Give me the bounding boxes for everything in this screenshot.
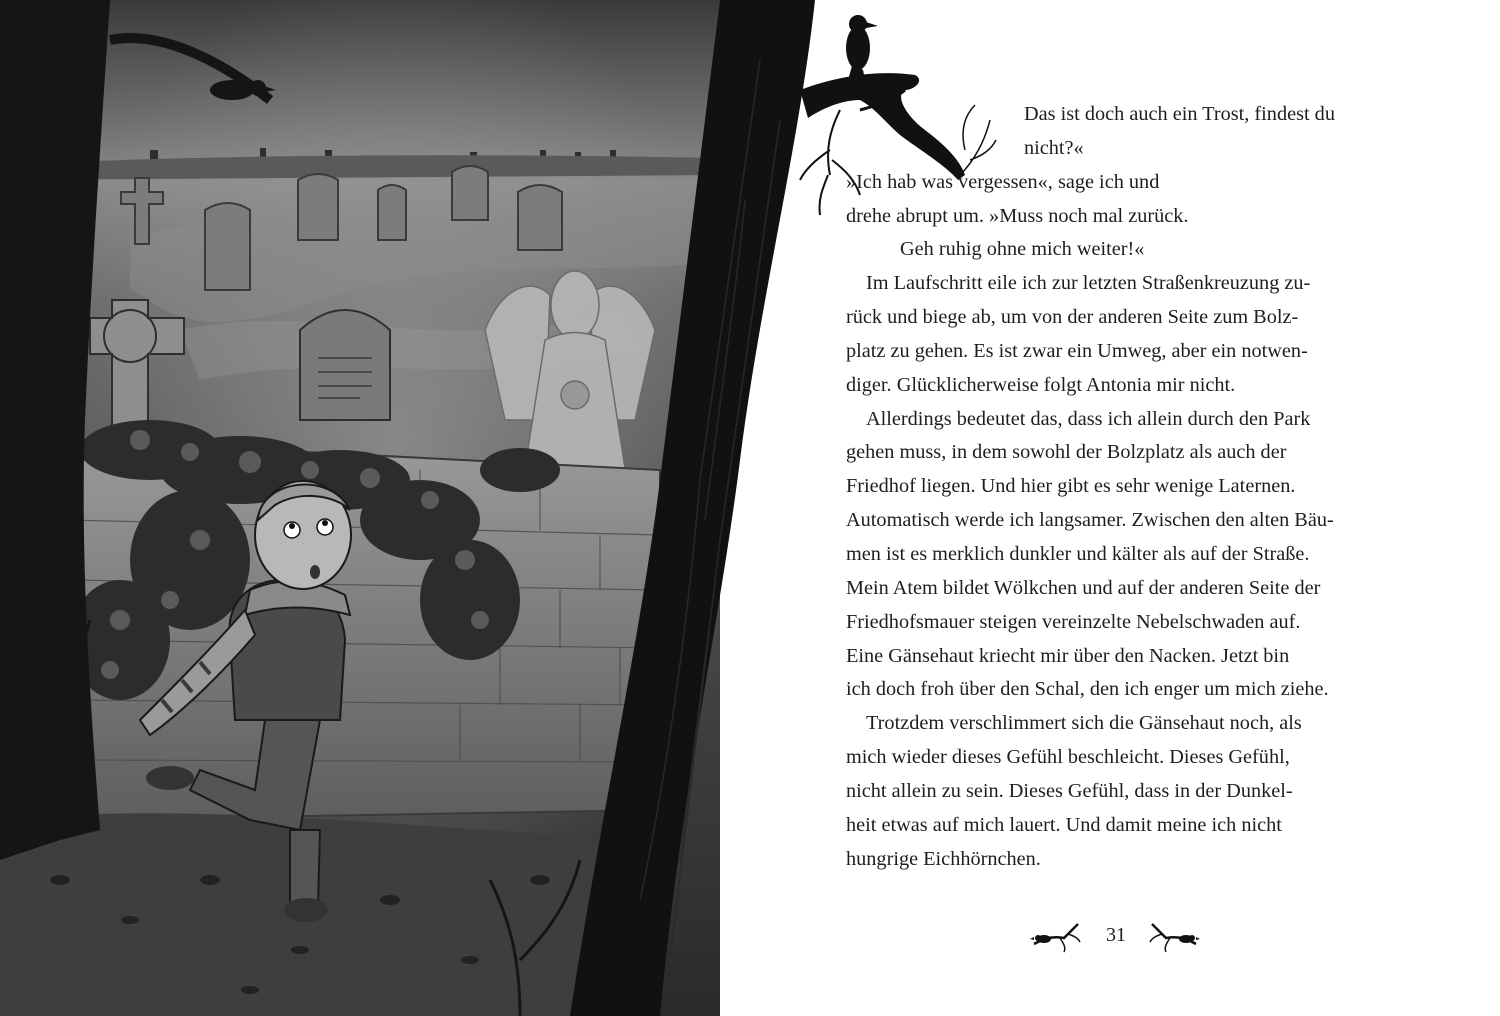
text-line: rück und biege ab, um von der anderen Seite zum Bolz- (846, 306, 1299, 329)
crow-ornament-icon (1148, 918, 1200, 954)
text-line: nicht allein zu sein. Dieses Gefühl, dass in der Dunkel- (846, 779, 1293, 802)
text-line: drehe abrupt um. »Muss noch mal zurück. (846, 204, 1189, 227)
text-line: mich wieder dieses Gefühl beschleicht. Dieses Gefühl, (846, 746, 1290, 769)
text-line: diger. Glücklicherweise folgt Antonia mir nicht. (846, 373, 1236, 396)
text-line: Trotzdem verschlimmert sich die Gänsehaut noch, als (866, 712, 1302, 735)
text-line: Im Laufschritt eile ich zur letzten Straßenkreuzung zu- (866, 272, 1311, 295)
text-line: Mein Atem bildet Wölkchen und auf der anderen Seite der (846, 576, 1321, 599)
text-line: »Ich hab was vergessen«, sage ich und (846, 170, 1160, 193)
text-line: nicht?« (1024, 136, 1084, 159)
text-line: platz zu gehen. Es ist zwar ein Umweg, aber ein notwen- (846, 339, 1308, 362)
text-line: Eine Gänsehaut kriecht mir über den Nacken. Jetzt bin (846, 644, 1290, 667)
text-line: hungrige Eichhörnchen. (846, 847, 1041, 870)
text-line: heit etwas auf mich lauert. Und damit meine ich nicht (846, 813, 1282, 836)
crow-ornament-icon (1030, 918, 1082, 954)
text-line: Geh ruhig ohne mich weiter!« (900, 238, 1145, 261)
text-line: Automatisch werde ich langsamer. Zwischen den alten Bäu- (846, 509, 1334, 532)
page-number: 31 (1106, 924, 1126, 946)
text-line: Friedhof liegen. Und hier gibt es sehr wenige Laternen. (846, 475, 1296, 498)
text-line: gehen muss, in dem sowohl der Bolzplatz als auch der (846, 441, 1287, 464)
text-line: men ist es merklich dunkler und kälter als auf der Straße. (846, 542, 1310, 565)
text-line: ich doch froh über den Schal, den ich enger um mich ziehe. (846, 678, 1329, 701)
text-line: Friedhofsmauer steigen vereinzelte Nebelschwaden auf. (846, 610, 1301, 633)
text-line: Allerdings bedeutet das, dass ich allein durch den Park (866, 407, 1311, 430)
text-line: Das ist doch auch ein Trost, findest du (1024, 103, 1335, 125)
page-footer (1030, 918, 1200, 958)
page-text (846, 98, 1335, 876)
